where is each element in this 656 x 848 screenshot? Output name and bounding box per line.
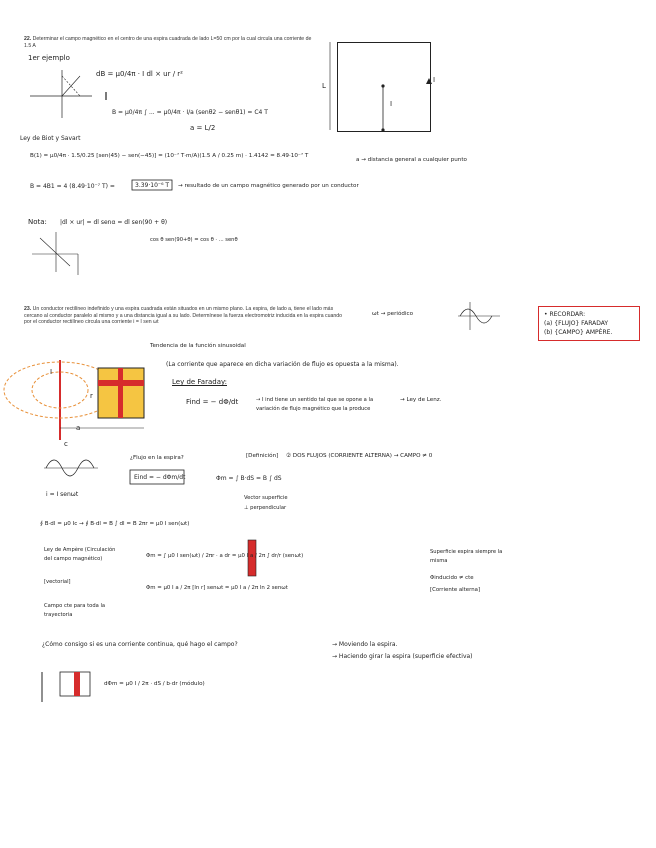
current-eq: i = I senωt — [46, 491, 79, 498]
problem-22-text: Determinar el campo magnético en el centro de una espira cuadrada de lado L=50 cm por la cual circula una corriente de 1.5 A — [24, 36, 312, 49]
label-c: c — [64, 440, 68, 448]
b-const-note: Campo cte para toda la trayectoria — [44, 603, 106, 618]
dphi-eq: dΦm = μ0 I / 2π · dS / b·dr (módulo) — [104, 681, 205, 687]
perpendicular-note: ⊥ perpendicular — [244, 505, 287, 511]
definition-label: [Definición] — [246, 453, 279, 459]
rotate-loop-note: → Haciendo girar la espira (superficie efectiva) — [332, 653, 473, 660]
current-arrow — [426, 78, 432, 84]
integral-eq: B = μ0/4π ∫ ... = μ0/4π · I/a (senθ2 − senθ1) = C4 T — [112, 109, 268, 116]
problem-23-number: 23. — [24, 306, 32, 312]
side-label-l: L — [322, 82, 326, 90]
loop-strip-v — [118, 368, 123, 418]
distance-note: a → distancia general a cualquier punto — [356, 157, 467, 163]
half-side-eq: a = L/2 — [190, 124, 216, 132]
faraday-eq: Find = − dΦ/dt — [186, 398, 239, 406]
b-result-note: → resultado de un campo magnético generado por un conductor — [178, 183, 359, 189]
nota-label: Nota: — [28, 218, 47, 226]
current-label-right: I — [433, 76, 436, 84]
label-r: r — [90, 392, 93, 400]
flux-def-eq: Φm = ∫ B·dS = B ∫ dS — [216, 475, 282, 482]
lenz-note: → Ley de Lenz. — [400, 397, 442, 403]
emf-box-eq: Eind = − dΦm/dt — [134, 474, 186, 481]
problem-23-text: Un conductor rectilíneo indefinido y una espira cuadrada están situados en un mismo plano. La espira, de lado a, tiene el lado más cercano al conductor paralelo al mismo y a una distancia igual a su lado. Determínese la fuerza electromotriz inducida en la espira cuando por el conductor rectilíneo circula una corriente i = I sen ωt — [24, 306, 343, 326]
move-loop-note: → Moviendo la espira. — [332, 641, 398, 648]
first-example-label: 1er ejemplo — [28, 54, 70, 62]
alternating-current-note: [Corriente alterna] — [430, 587, 481, 593]
nota-diag — [40, 238, 70, 266]
biot-savart-eq: dB = μ0/4π · I dl × ur / r² — [96, 70, 183, 78]
b-one-side-eq: B(1) = μ0/4π · 1.5/0.25 [sen(45) − sen(−45)] = (10⁻⁷ T·m/A)(1.5 A / 0.25 m) · 1.4142 = 8.49·10⁻⁷ T — [30, 153, 309, 159]
reminder-box — [538, 306, 640, 341]
flux-not-const-note: Φinducido ≠ cte — [430, 575, 474, 581]
continuous-question: ¿Cómo consigo si es una corriente continua, qué hago el campo? — [42, 641, 238, 648]
nota-text: |dl × ur| = dl senα = dl sen(90 + θ) — [60, 219, 168, 226]
problem-22-number: 22. — [24, 36, 32, 42]
wave-label: ωt → periódico — [372, 311, 413, 317]
strip-last — [74, 672, 80, 696]
surface-same-note: Superficie espira siempre la misma — [430, 549, 503, 564]
flux-question: ¿Flujo en la espira? — [130, 455, 184, 461]
label-i: I — [50, 368, 53, 376]
ampere-eq: ∮ B·dl = μ0 Ic → ∮ B·dl = B ∫ dl = B 2πr = μ0 I sen(ωt) — [40, 521, 190, 527]
current-appears-note: (La corriente que aparece en dicha variación de flujo es opuesta a la misma). — [166, 361, 399, 368]
phi-integral-eq: Φm = ∫ μ0 I sen(ωt) / 2πr · a dr = μ0 I a / 2π ∫ dr/r (senωt) — [146, 553, 304, 559]
reminder-title: • RECORDAR: — [544, 311, 586, 318]
biot-savart-law-label: Ley de Biot y Savart — [20, 135, 81, 142]
loop-bottom-dot — [381, 128, 384, 131]
phi-result-eq: Φm = μ0 I a / 2π [ln r] senωt = μ0 I a / 2π ln 2 senωt — [146, 585, 288, 591]
label-a: a — [76, 424, 81, 432]
reminder-ampere: (b) {CAMPO} AMPÈRE. — [544, 329, 613, 336]
two-fluxes-note: ② DOS FLUJOS (CORRIENTE ALTERNA) → CAMPO ≠ 0 — [286, 453, 433, 459]
current-label-center: I — [390, 100, 393, 108]
vectorial-note: [vectorial] — [44, 579, 71, 585]
ampere-law-note: Ley de Ampère (Circulación del campo magnético) — [44, 547, 116, 562]
nota-sub: cos θ sen(90+θ) = cos θ · ... senθ — [150, 237, 238, 243]
b-result: 3.39·10⁻⁶ T — [135, 182, 170, 189]
faraday-note: → I ind tiene un sentido tal que se opone a la variación de flujo magnético que la produce — [256, 397, 374, 412]
surface-vector-note: Vector superficie — [244, 495, 288, 501]
b-total-eq: B = 4B1 = 4 (8.49·10⁻⁷ T) = — [30, 183, 115, 190]
sin-trend-note: Tendencia de la función sinusoidal — [150, 343, 246, 349]
faraday-title: Ley de Faraday: — [172, 378, 227, 386]
reminder-faraday: (a) {FLUJO} FARADAY — [544, 320, 609, 327]
loop-center-dot — [381, 84, 384, 87]
problem-23-statement — [24, 306, 344, 326]
